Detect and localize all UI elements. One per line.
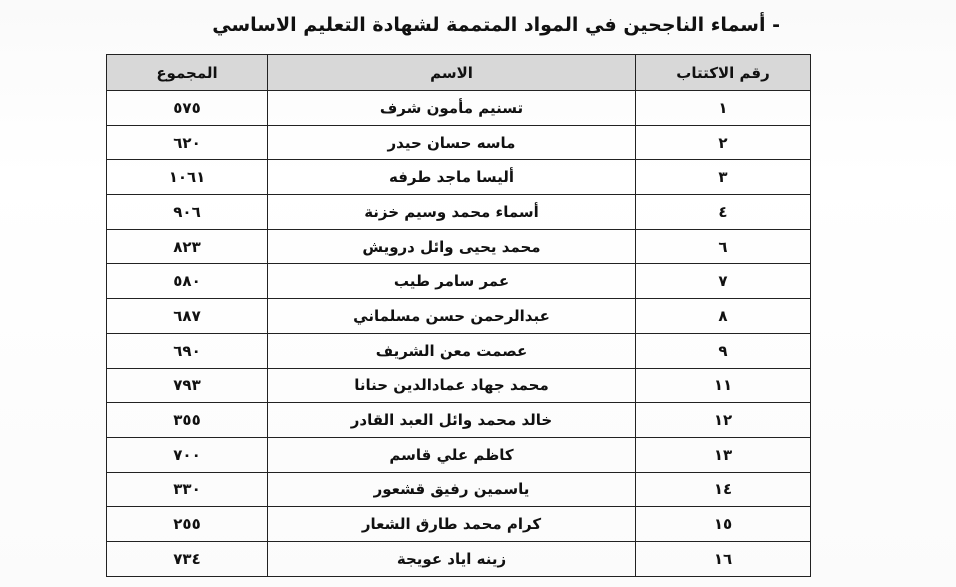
table-row (107, 403, 811, 438)
cell-number: ٣ (636, 160, 811, 195)
cell-number: ٤ (636, 195, 811, 230)
cell-name: أسماء محمد وسيم خزنة (268, 195, 636, 230)
cell-number: ١٥ (636, 507, 811, 542)
cell-name: محمد جهاد عمادالدين حنانا (268, 368, 636, 403)
cell-name: تسنيم مأمون شرف (268, 91, 636, 126)
table-row (107, 229, 811, 264)
table-row (107, 437, 811, 472)
header-number: رقم الاكتتاب (636, 55, 811, 91)
cell-number: ١٦ (636, 541, 811, 576)
cell-number: ١ (636, 91, 811, 126)
cell-number: ٧ (636, 264, 811, 299)
results-table (106, 54, 811, 577)
cell-total: ٢٥٥ (107, 507, 268, 542)
page-title: - أسماء الناجحين في المواد المتممة لشهادة التعليم الاساسي (212, 14, 780, 36)
table-header-row (107, 55, 811, 91)
cell-total: ٧٩٣ (107, 368, 268, 403)
cell-name: ياسمين رفيق قشعور (268, 472, 636, 507)
cell-total: ٣٥٥ (107, 403, 268, 438)
cell-number: ٨ (636, 299, 811, 334)
cell-total: ٩٠٦ (107, 195, 268, 230)
cell-number: ٩ (636, 333, 811, 368)
cell-name: ماسه حسان حيدر (268, 125, 636, 160)
table-row (107, 541, 811, 576)
header-total: المجموع (107, 55, 268, 91)
cell-total: ٦٩٠ (107, 333, 268, 368)
cell-number: ١٣ (636, 437, 811, 472)
cell-total: ٨٢٣ (107, 229, 268, 264)
cell-number: ١٢ (636, 403, 811, 438)
table-row (107, 160, 811, 195)
cell-total: ٦٨٧ (107, 299, 268, 334)
table-row (107, 264, 811, 299)
table-row (107, 472, 811, 507)
header-name: الاسم (268, 55, 636, 91)
table-row (107, 299, 811, 334)
table-row (107, 195, 811, 230)
cell-number: ٦ (636, 229, 811, 264)
cell-total: ٦٢٠ (107, 125, 268, 160)
table-row (107, 91, 811, 126)
cell-total: ٥٧٥ (107, 91, 268, 126)
cell-total: ٧٠٠ (107, 437, 268, 472)
cell-name: عمر سامر طيب (268, 264, 636, 299)
cell-name: عصمت معن الشريف (268, 333, 636, 368)
cell-number: ٢ (636, 125, 811, 160)
cell-name: محمد يحيى وائل درويش (268, 229, 636, 264)
cell-name: عبدالرحمن حسن مسلماني (268, 299, 636, 334)
cell-total: ٥٨٠ (107, 264, 268, 299)
cell-total: ٣٣٠ (107, 472, 268, 507)
table-row (107, 368, 811, 403)
table-row (107, 333, 811, 368)
cell-name: خالد محمد وائل العبد القادر (268, 403, 636, 438)
cell-name: كاظم علي قاسم (268, 437, 636, 472)
cell-number: ١٤ (636, 472, 811, 507)
cell-number: ١١ (636, 368, 811, 403)
cell-name: زينه اياد عويجة (268, 541, 636, 576)
cell-total: ٧٣٤ (107, 541, 268, 576)
cell-total: ١٠٦١ (107, 160, 268, 195)
cell-name: أليسا ماجد طرفه (268, 160, 636, 195)
table-row (107, 507, 811, 542)
cell-name: كرام محمد طارق الشعار (268, 507, 636, 542)
table-row (107, 125, 811, 160)
